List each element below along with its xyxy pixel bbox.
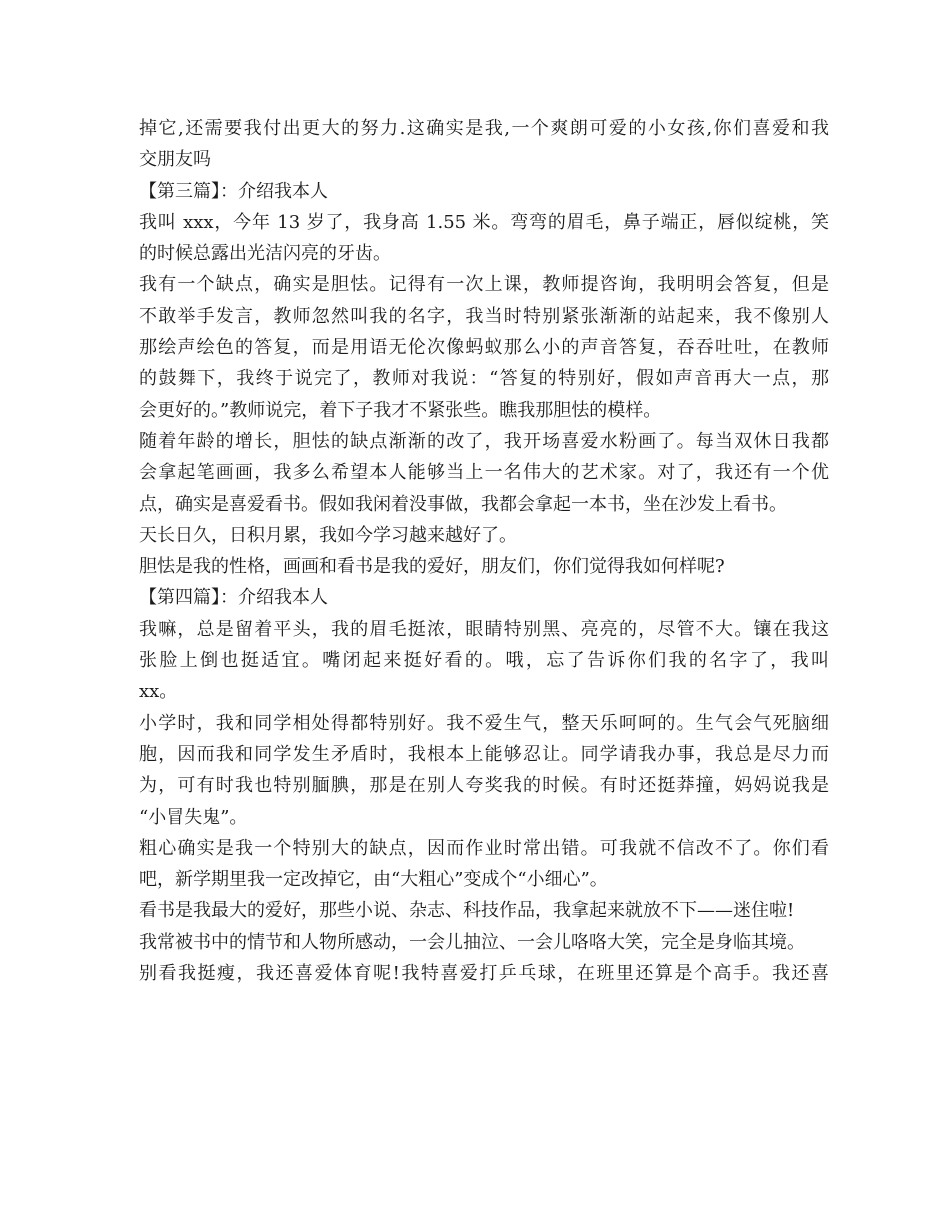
- text-line: 我嘛，总是留着平头，我的眉毛挺浓，眼睛特别黑、亮亮的，尽管不大。镶在我这: [139, 618, 829, 640]
- text-line: 不敢举手发言，教师忽然叫我的名字，我当时特别紧张渐渐的站起来，我不像别人: [139, 305, 829, 327]
- text-line: 交朋友吗: [139, 149, 211, 171]
- text-line: 小学时，我和同学相处得都特别好。我不爱生气，整天乐呵呵的。生气会气死脑细: [139, 712, 829, 734]
- document-body: [139, 113, 829, 989]
- section-heading: 【第四篇】：介绍我本人: [139, 587, 328, 609]
- text-line: 别看我挺瘦，我还喜爱体育呢!我特喜爱打乒乓球，在班里还算是个高手。我还喜: [139, 963, 829, 985]
- text-line: xx。: [139, 681, 178, 703]
- text-line: 我有一个缺点，确实是胆怯。记得有一次上课，教师提咨询，我明明会答复，但是: [139, 274, 829, 296]
- text-line: 那绘声绘色的答复，而是用语无伦次像蚂蚁那么小的声音答复，吞吞吐吐，在教师: [139, 337, 829, 359]
- text-line: 吧，新学期里我一定改掉它，由“大粗心”变成个“小细心”。: [139, 869, 608, 891]
- text-line: 我叫 xxx，今年 13 岁了，我身高 1.55 米。弯弯的眉毛，鼻子端正，唇似绽桃，笑: [139, 211, 829, 233]
- text-line: 我常被书中的情节和人物所感动，一会儿抽泣、一会儿咯咯大笑，完全是身临其境。: [139, 931, 805, 953]
- text-line: 天长日久，日积月累，我如今学习越来越好了。: [139, 524, 517, 546]
- text-line: 胞，因而我和同学发生矛盾时，我根本上能够忍让。同学请我办事，我总是尽力而: [139, 743, 829, 765]
- text-line: 掉它,还需要我付出更大的努力.这确实是我,一个爽朗可爱的小女孩,你们喜爱和我: [139, 118, 829, 139]
- text-line: 点，确实是喜爱看书。假如我闲着没事做，我都会拿起一本书，坐在沙发上看书。: [139, 493, 787, 515]
- text-line: 胆怯是我的性格，画画和看书是我的爱好，朋友们，你们觉得我如何样呢?: [139, 556, 725, 578]
- text-line: 张脸上倒也挺适宜。嘴闭起来挺好看的。哦，忘了告诉你们我的名字了，我叫: [139, 650, 829, 672]
- text-line: 的鼓舞下，我终于说完了，教师对我说：“答复的特别好，假如声音再大一点，那: [139, 368, 829, 390]
- text-line: 随着年龄的增长，胆怯的缺点渐渐的改了，我开场喜爱水粉画了。每当双休日我都: [139, 430, 829, 452]
- section-heading: 【第三篇】：介绍我本人: [139, 180, 328, 202]
- text-line: 会更好的。”教师说完，着下子我才不紧张些。瞧我那胆怯的模样。: [139, 399, 662, 421]
- text-line: 的时候总露出光洁闪亮的牙齿。: [139, 243, 391, 265]
- text-line: 粗心确实是我一个特别大的缺点，因而作业时常出错。可我就不信改不了。你们看: [139, 837, 829, 859]
- text-line: 会拿起笔画画，我多么希望本人能够当上一名伟大的艺术家。对了，我还有一个优: [139, 462, 829, 484]
- text-line: “小冒失鬼”。: [139, 806, 248, 828]
- text-line: 为，可有时我也特别腼腆，那是在别人夸奖我的时候。有时还挺莽撞，妈妈说我是: [139, 775, 829, 797]
- text-line: 看书是我最大的爱好，那些小说、杂志、科技作品，我拿起来就放不下——迷住啦!: [139, 900, 795, 922]
